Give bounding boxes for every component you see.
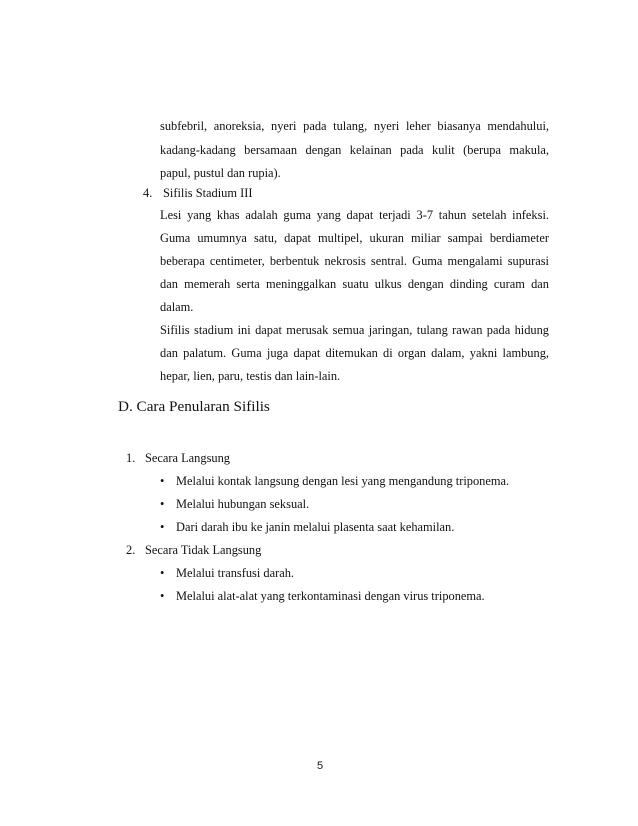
- list-item-title: Secara Langsung: [145, 451, 230, 465]
- body-text-line: hepar, lien, paru, testis dan lain-lain.: [160, 369, 341, 383]
- body-text-line: papul, pustul dan rupia).: [160, 166, 281, 180]
- body-text-line: beberapa centimeter, berbentuk nekrosis sentral. Guma mengalami supurasi: [160, 254, 549, 268]
- list-item-title: Secara Tidak Langsung: [145, 543, 262, 557]
- bullet-icon: •: [160, 520, 165, 534]
- bullet-text: Melalui hubungan seksual.: [176, 497, 310, 511]
- body-text-line: kadang-kadang bersamaan dengan kelainan pada kulit (berupa makula,: [160, 143, 549, 157]
- bullet-icon: •: [160, 589, 165, 603]
- bullet-icon: •: [160, 566, 165, 580]
- body-text-line: subfebril, anoreksia, nyeri pada tulang, nyeri leher biasanya mendahului,: [160, 119, 549, 133]
- body-text-line: Sifilis stadium ini dapat merusak semua jaringan, tulang rawan pada hidung: [160, 323, 549, 337]
- section-heading: D. Cara Penularan Sifilis: [118, 398, 270, 415]
- body-text-line: dan palatum. Guma juga dapat ditemukan di organ dalam, yakni lambung,: [160, 346, 549, 360]
- list-number: 2.: [126, 543, 136, 557]
- body-text-line: dalam.: [160, 300, 194, 314]
- list-item-title: Sifilis Stadium III: [163, 186, 253, 200]
- bullet-text: Melalui transfusi darah.: [176, 566, 295, 580]
- page-number: 5: [316, 760, 324, 772]
- list-number: 4.: [143, 186, 153, 200]
- body-text-line: dan memerah serta meninggalkan suatu ulkus dengan dinding curam dan: [160, 277, 549, 291]
- body-text-line: Lesi yang khas adalah guma yang dapat terjadi 3-7 tahun setelah infeksi.: [160, 208, 549, 222]
- body-text-line: Guma umumnya satu, dapat multipel, ukuran miliar sampai berdiameter: [160, 231, 549, 245]
- bullet-text: Melalui alat-alat yang terkontaminasi dengan virus triponema.: [176, 589, 485, 603]
- bullet-icon: •: [160, 497, 165, 511]
- bullet-text: Melalui kontak langsung dengan lesi yang mengandung triponema.: [176, 474, 510, 488]
- list-number: 1.: [126, 451, 136, 465]
- bullet-icon: •: [160, 474, 165, 488]
- bullet-text: Dari darah ibu ke janin melalui plasenta saat kehamilan.: [176, 520, 455, 534]
